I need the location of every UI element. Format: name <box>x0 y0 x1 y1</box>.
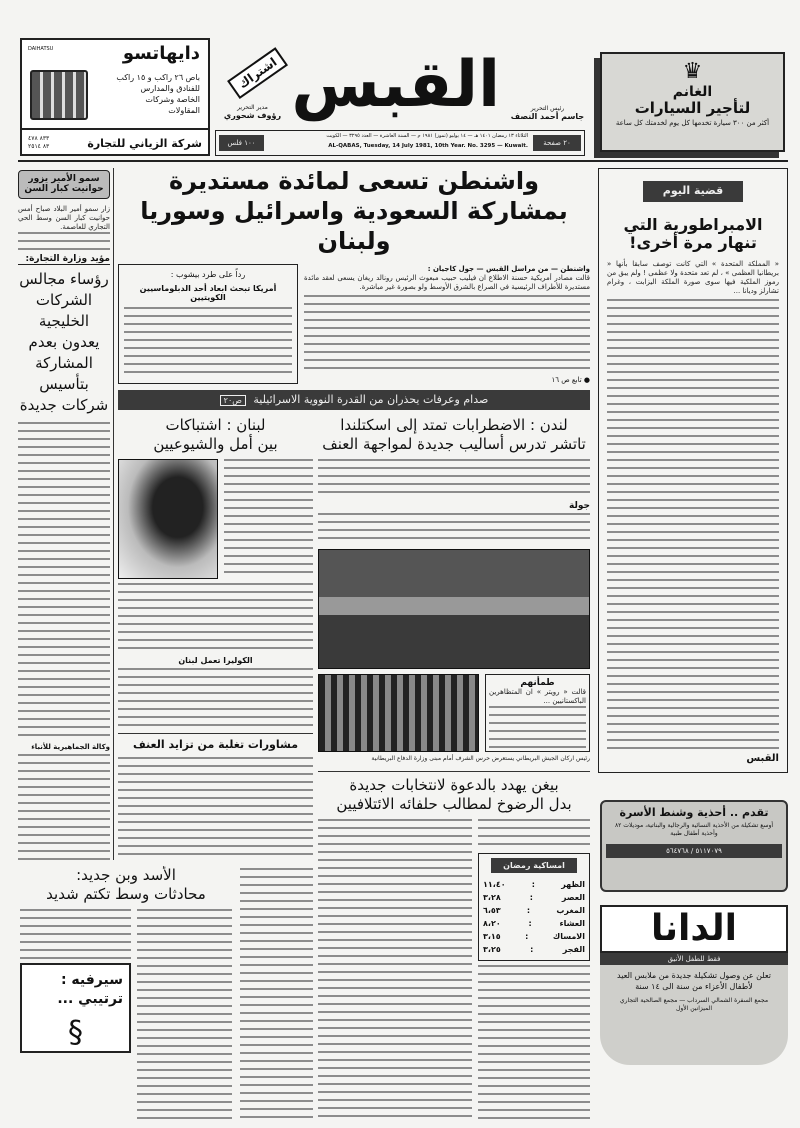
article-title: الامبراطورية التي تنهار مرة أخرى! <box>623 214 763 253</box>
page-count: ٢٠ صفحة <box>533 135 581 151</box>
reassure-box: طمأنهم قالت « رويتر » ان المتظاهرين الباكستانيين ... <box>485 674 590 752</box>
bus-icon <box>30 70 88 120</box>
begin-headline: بيغن يهدد بالدعوة لانتخابات جديدة بدل الرضوخ لمطالب حلفائه الائتلافيين <box>318 771 590 814</box>
lebanon-column: لبنان : اشتباكات بين أمل والشيوعيين الكوليرا تعمل لبنان مشاورات تغلبة من تزايد العنف <box>118 416 313 860</box>
assad-headline: الأسد وبن جديد: محادثات وسط تكتم شديد <box>46 866 206 903</box>
ghanim-logo-icon: ♛ <box>682 59 703 84</box>
editor-in-chief: رئيس التحرير جاسم أحمد النصف <box>510 105 585 121</box>
ramadan-row: الامساك : ٣،١٥ <box>483 932 585 942</box>
london-headline: لندن : الاضطرابات تمتد إلى اسكتلندا تاتشر تدرس أساليب جديدة لمواجهة العنف <box>322 416 586 453</box>
riot-photo <box>318 549 590 669</box>
main-story: واشنطن — من مراسل القبس — جول كاجيان : قالت مصادر أمريكية حسنة الاطلاع ان فيليب حبيب مبعوث الرئيس رونالد ريغان يسعى لعقد مائدة مستديرة للأطراف الرئيسية في الصراع بالشرق الأوسط ولو بصورة غير مباشرة. ● تابع ص ١٦ <box>304 265 590 384</box>
dateline-bar <box>215 130 585 156</box>
violence-headline: مشاورات تغلبة من تزايد العنف <box>118 733 313 752</box>
kuwait-diplomat-inset: رداً على طرد بيشوب : أمريكا تبحث ابعاد أحد الدبلوماسيين الكويتيين <box>118 264 298 384</box>
gulf-companies-headline: رؤساء مجالس الشركات الخليجية يعدون بعدم المشاركة بتأسيس شركات جديدة <box>19 269 109 414</box>
zayani-company: شركة الزياني للتجارة <box>87 136 202 150</box>
managing-editor: مدير التحرير رؤوف شحوري <box>223 104 282 120</box>
ramadan-row: العصر : ٣،٢٨ <box>483 893 585 903</box>
photo-caption: رئيس اركان الجيش البريطاني يستعرض حرس الشرف أمام مبنى وزارة الدفاع البريطانية <box>371 755 590 762</box>
assad-section <box>20 866 232 1120</box>
london-begin-column: لندن : الاضطرابات تمتد إلى اسكتلندا تاتشر تدرس أساليب جديدة لمواجهة العنف جولة طمأنهم قالت « رويتر » ان المتظاهرين الباكستانيين ... رئيس اركان الجيش البريطاني يستعرض حرس الشرف أمام مبنى وزارة الدفاع البريطانية بيغن يهدد بالدعوة لانتخابات جديدة بدل الرضوخ لمطالب حلفائه الائتلافيين امساكية رمضان الظهر : ١١،٤٠ العصر : ٣،٢٨ المغرب : ٦،٥٣ العشاء : ٨،٢٠ الامساك : ٣،١٥ الفجر : ٣،٢٥ <box>318 416 590 1120</box>
banner-headline: صدام وعرفات يحذران من القدرة النووية الاسرائيلية ص٢٠ <box>118 390 590 410</box>
ramadan-row: العشاء : ٨،٢٠ <box>483 919 585 929</box>
lebanon-smoke-photo <box>118 459 218 579</box>
dateline-english: AL-QABAS, Tuesday, 14 July 1981, 10th Year. No. 3295 — Kuwait. <box>328 143 528 149</box>
dana-ad: الدانا فقط للطفل الأنيق تعلن عن وصول تشكيلة جديدة من ملابس العيد لأطفال الأعزاء من سنة الى ١٤ سنة مجمع السفرة الشمالي السرداب — مجمع الصالحية التجاري الميزانين الأول <box>600 905 788 1065</box>
shoes-ad: تقدم .. أحذية وشنط الأسرة أوسع تشكيلة من الأحذية النسائية والرجالية والبناتية، موديلات ٨٢ وأحذية أطفال طبية ٥١١٧٠٧٩ / ٥٦٤٧٦٨ <box>600 800 788 892</box>
signature: القبس <box>746 753 779 764</box>
banner-page-ref[interactable]: ص٢٠ <box>220 395 246 406</box>
left-column: سمو الأمير يزور حوانيت كبار السن زار سمو أمير البلاد صباح أمس حوانيت كبار السن وسط الحي التجاري للعاصمة. مؤيد وزارة التجارة: رؤساء مجالس الشركات الخليجية يعدون بعدم المشاركة بتأسيس شركات جديدة وكالة الجماهيرية للأنباء <box>18 170 110 860</box>
ghanim-brand: الغانم <box>672 84 713 100</box>
ramadan-row: المغرب : ٦،٥٣ <box>483 906 585 916</box>
subscribe-stamp: اشتراك <box>227 47 288 99</box>
lebanon-headline: لبنان : اشتباكات بين أمل والشيوعيين <box>153 416 278 453</box>
section-label: قضية اليوم <box>643 181 743 202</box>
article-body <box>607 299 779 749</box>
dateline-arabic: الثلاثاء ١٣ رمضان ١٤٠١ هـ — ١٤ يوليو (تموز) ١٩٨١ م — السنة العاشرة — العدد ٣٢٩٥ — الكويت <box>326 133 528 139</box>
continued-link[interactable]: ● تابع ص ١٦ <box>551 376 590 384</box>
ramadan-row: الفجر : ٣،٢٥ <box>483 945 585 955</box>
ramadan-row: الظهر : ١١،٤٠ <box>483 880 585 890</box>
ghanim-title: لتأجير السيارات <box>634 99 751 118</box>
ghanim-ad <box>600 52 785 152</box>
daihatsu-ad: دايهاتسو DAIHATSU باص ٢٦ راكب و ١٥ راكب للفنادق والمدارس الخاصة وشركات المقاولات شركة الزياني للتجارة ٨٣٣ ٤٧٨ ٨٣ ٢٥١٤ <box>20 38 210 156</box>
daihatsu-logo: DAIHATSU <box>28 46 54 52</box>
newspaper-logo: القبس <box>291 48 500 122</box>
serviceh-logo-icon: § <box>68 1015 83 1050</box>
price: ١٠٠ فلس <box>219 135 264 151</box>
daihatsu-brand: دايهاتسو <box>122 43 200 64</box>
masthead-rule <box>18 160 788 162</box>
serviceh-ad: سيرفيه : ترتيبي ... § <box>20 963 131 1053</box>
ramadan-timetable: امساكية رمضان الظهر : ١١،٤٠ العصر : ٣،٢٨ المغرب : ٦،٥٣ العشاء : ٨،٢٠ الامساك : ٣،١٥ الفجر : ٣،٢٥ <box>478 853 590 961</box>
main-headline: واشنطن تسعى لمائدة مستديرة بمشاركة السعودية واسرائيل وسوريا ولبنان <box>140 167 568 255</box>
center-top <box>118 166 590 410</box>
guard-of-honour-photo <box>318 674 479 752</box>
issue-of-the-day <box>598 168 788 773</box>
ghanim-line: أكثر من ٣٠٠ سيارة تخدمها كل يوم لخدمتك كل ساعة <box>615 119 770 128</box>
article-lead: « المملكة المتحدة » التي كانت توصف سابقا بأنها « بريطانيا العظمى » ، لم تعد متحدة ولا عظمى ! ولم يبق من رموز الملكية فيها سوى صورة الملكة اليزابت ، وغرام تشارلز وديانا ... <box>607 260 779 296</box>
